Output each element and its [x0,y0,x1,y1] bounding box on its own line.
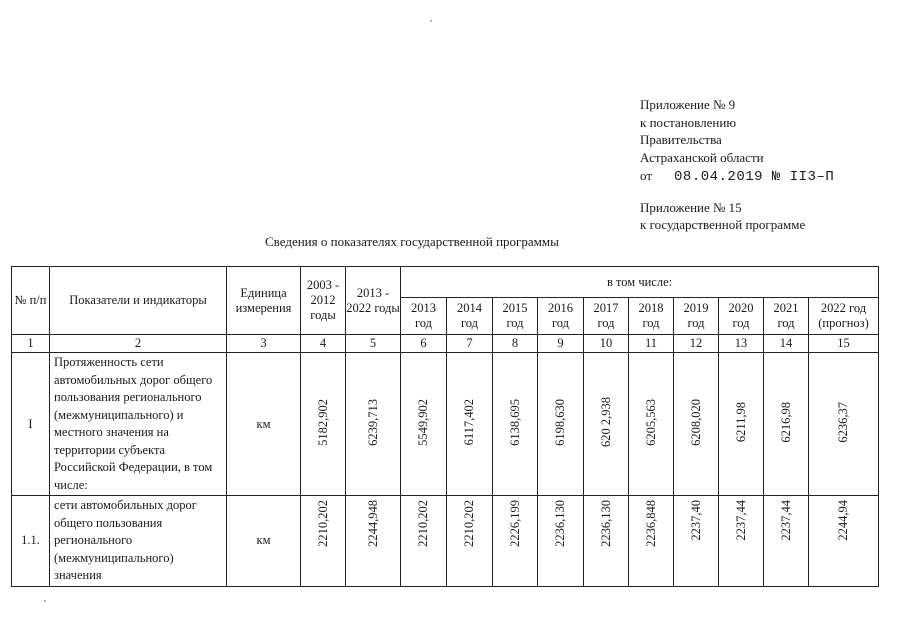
value-cell [346,496,401,587]
value-cell [493,496,538,587]
indicator-text: сети автомобильных дорог общего пользования регионального (межмуниципального) значения [50,496,227,587]
header-indicator: Показатели и индикаторы [50,267,227,335]
column-number: 2 [50,335,227,353]
column-number: 6 [401,335,447,353]
value-cell [719,496,764,587]
value-text: 6138,695 [507,398,522,446]
header-2003-2012: 2003 - 2012 годы [301,267,346,335]
column-number: 9 [538,335,584,353]
column-number: 3 [227,335,301,353]
column-number: 14 [764,335,809,353]
header-row [12,267,879,298]
value-cell [401,496,447,587]
column-number: 7 [447,335,493,353]
year-header: 2020 год [719,298,764,335]
value-cell [584,496,629,587]
value-cell [447,353,493,496]
year-header: 2021 год [764,298,809,335]
value-text: 6198,630 [553,398,567,446]
unit-cell: км [227,496,301,587]
appendix-line: Астраханской области [640,149,764,165]
year-header: 2017 год [584,298,629,335]
value-text: 2244,948 [365,500,380,547]
row-number: 1.1. [12,496,50,587]
date-stamp: 08.04.2019 № II3–П [674,169,835,185]
header-unit: Единица измерения [227,267,301,335]
column-number: 11 [629,335,674,353]
column-number: 1 [12,335,50,353]
column-number: 5 [346,335,401,353]
value-cell [538,353,584,496]
scan-speck [430,20,432,22]
appendix-header [640,96,834,187]
value-text: 2244,94 [836,500,851,541]
value-cell [401,353,447,496]
column-number: 12 [674,335,719,353]
value-text: 2237,44 [733,500,748,541]
year-header: 2022 год (прогноз) [809,298,879,335]
year-header: 2014 год [447,298,493,335]
column-number: 10 [584,335,629,353]
value-text: 6236,37 [836,401,851,443]
appendix-line: к постановлению [640,114,737,130]
value-text: 6117,402 [462,398,476,446]
value-cell [674,353,719,496]
value-cell [809,353,879,496]
column-number: 8 [493,335,538,353]
year-header: 2019 год [674,298,719,335]
appendix-15-header [640,199,805,233]
value-text: 5182,902 [315,398,330,446]
value-text: 2210,202 [416,500,430,547]
value-text: 620 2,938 [598,397,613,447]
value-text: 2236,130 [598,500,613,547]
value-text: 2210,202 [462,500,476,547]
appendix-line: Правительства [640,132,722,147]
value-cell [301,496,346,587]
value-text: 2226,199 [507,500,522,547]
document-title: Сведения о показателях государственной программы [265,234,559,249]
value-text: 2210,202 [315,500,330,547]
value-text: 6208,020 [688,398,703,446]
unit-cell: км [227,353,301,496]
year-header: 2018 год [629,298,674,335]
indicator-text: Протяженность сети автомобильных дорог общего пользования регионального (межмуниципального) и местного значения на территории субъекта Российской Федерации, в том числе: [50,353,227,496]
value-text: 6239,713 [365,398,380,446]
row-number: I [12,353,50,496]
value-text: 2237,44 [778,500,793,541]
value-cell [301,353,346,496]
value-cell [584,353,629,496]
value-cell [629,353,674,496]
value-cell [346,353,401,496]
indicators-table [11,266,879,587]
header-no: № п/п [12,267,50,335]
value-cell [493,353,538,496]
table-row [12,353,879,496]
value-cell [538,496,584,587]
value-cell [809,496,879,587]
date-prefix: от [640,168,653,183]
table-row [12,496,879,587]
column-number: 13 [719,335,764,353]
column-number: 15 [809,335,879,353]
year-header: 2015 год [493,298,538,335]
year-header: 2016 год [538,298,584,335]
appendix2-line: Приложение № 15 [640,200,742,215]
value-cell [674,496,719,587]
appendix-line: Приложение № 9 [640,97,736,112]
value-text: 2236,848 [643,500,658,547]
column-number-row [12,335,879,353]
value-cell [629,496,674,587]
date-line [640,167,834,187]
value-text: 2236,130 [553,500,567,547]
scan-speck [44,600,46,602]
header-including: в том числе: [401,267,879,298]
appendix2-line: к государственной программе [640,217,806,232]
value-cell [764,353,809,496]
value-text: 6216,98 [778,401,793,443]
header-2013-2022: 2013 - 2022 годы [346,267,401,335]
value-text: 6205,563 [643,398,658,446]
year-header: 2013 год [401,298,447,335]
value-text: 5549,902 [416,398,430,446]
value-cell [764,496,809,587]
value-text: 2237,40 [688,500,703,541]
column-number: 4 [301,335,346,353]
value-cell [719,353,764,496]
value-text: 6211,98 [733,401,748,443]
value-cell [447,496,493,587]
